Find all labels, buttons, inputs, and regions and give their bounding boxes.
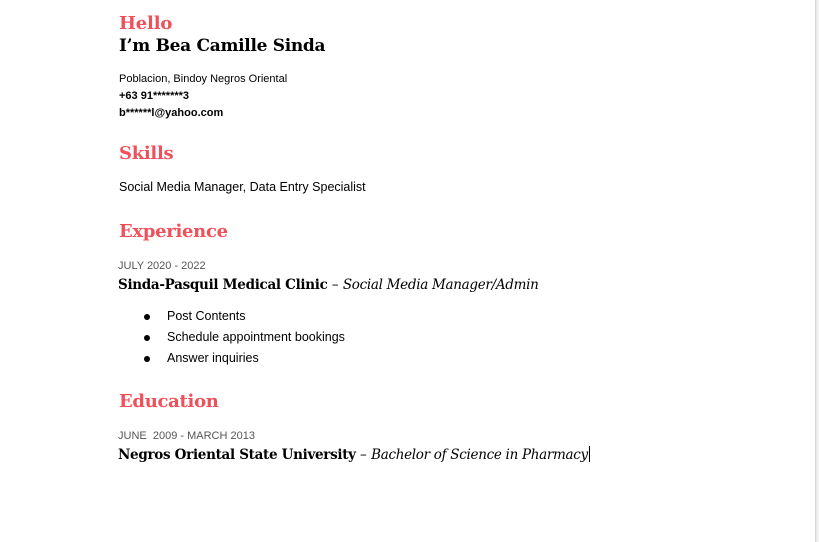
education-organization: Negros Oriental State University (118, 447, 356, 463)
bullet-icon (144, 356, 150, 362)
greeting-heading: Hello (119, 13, 173, 34)
bullet-icon (144, 314, 150, 320)
email-text: b******l@yahoo.com (119, 107, 224, 119)
bullet-icon (144, 335, 150, 341)
experience-separator: – (327, 277, 343, 293)
text-cursor (589, 446, 590, 462)
bullet-text: Post Contents (167, 309, 246, 323)
address-text: Poblacion, Bindoy Negros Oriental (119, 73, 288, 85)
bullet-text: Answer inquiries (167, 351, 259, 365)
skills-heading: Skills (119, 143, 174, 164)
experience-heading: Experience (119, 221, 228, 242)
name-heading: I’m Bea Camille Sinda (119, 36, 326, 56)
education-date: JUNE 2009 - MARCH 2013 (118, 430, 255, 442)
skills-text: Social Media Manager, Data Entry Specialist (119, 180, 366, 194)
education-separator: – (355, 447, 372, 463)
list-item (142, 348, 345, 369)
list-item (142, 327, 345, 348)
bullet-text: Schedule appointment bookings (167, 330, 345, 344)
list-item (142, 306, 345, 327)
experience-entry (118, 276, 539, 294)
experience-date: JULY 2020 - 2022 (118, 260, 206, 272)
education-entry (118, 446, 590, 464)
education-heading: Education (119, 391, 219, 412)
education-degree: Bachelor of Science in Pharmacy (371, 447, 588, 463)
experience-role: Social Media Manager/Admin (342, 277, 539, 293)
experience-organization: Sinda-Pasquil Medical Clinic (118, 277, 328, 293)
phone-text: +63 91*******3 (119, 90, 190, 102)
experience-bullet-list (142, 306, 345, 369)
